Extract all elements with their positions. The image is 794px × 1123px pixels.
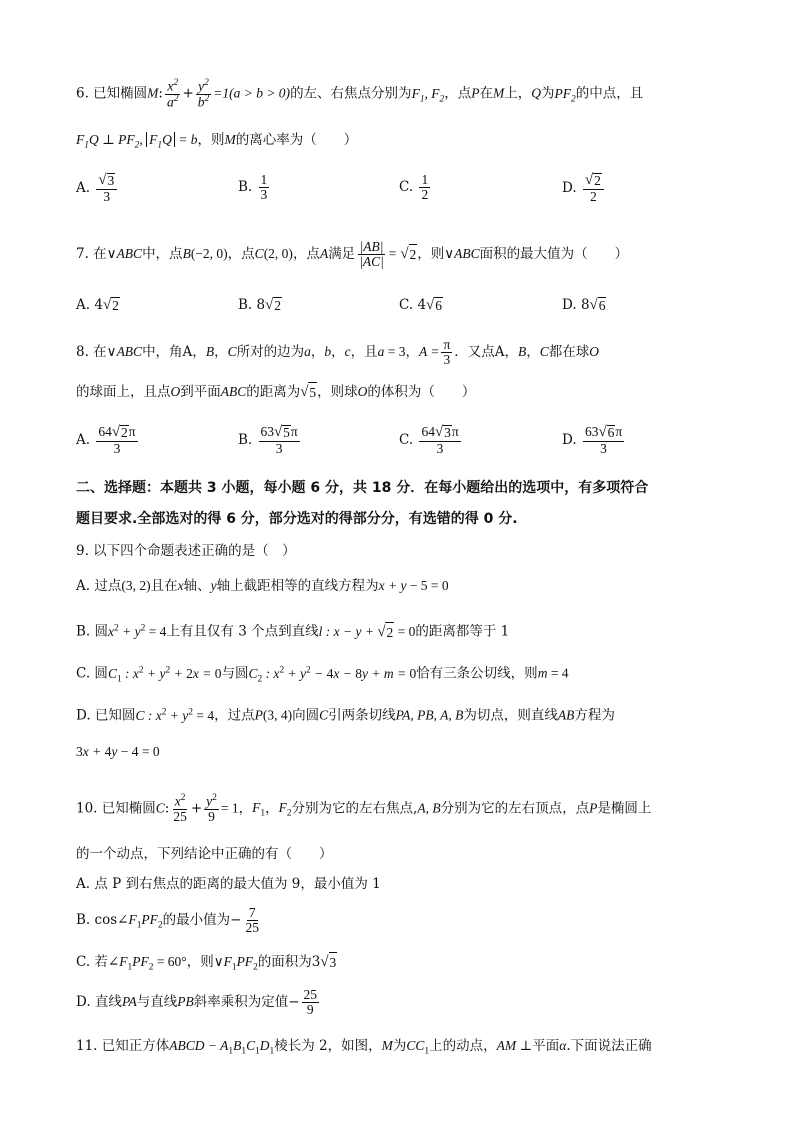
- q6-line1: 6. 已知椭圆M: $\frac{x^2}{a^2}$ + $\frac{y^2}{b^2}$ =1(a > b > 0)的左、右焦点分别为$F_1$, $F_2$，点P在M上，Q为$PF_2$的中点，且: [76, 78, 644, 110]
- q6-option-c[interactable]: C. $\frac{1}{2}$: [399, 172, 429, 203]
- q8-option-a[interactable]: A. 64 √ 2 π 3: [76, 424, 136, 456]
- q10-option-c[interactable]: C. 若$\angle F_1PF_2 = 60^\circ$，则$\vee F_1PF_2$的面积为3 √ 3: [76, 954, 337, 973]
- section2-heading-line2: 题目要求.全部选对的得 6 分，部分选对的得部分分，有选错的得 0 分.: [76, 511, 518, 527]
- q7-option-b[interactable]: B. 8 √ 2: [238, 297, 282, 313]
- q9-stem: 9. 以下四个命题表述正确的是（ ）: [76, 543, 296, 559]
- q8-line1: 8. 在∨ABC中，角A，B，C所对的边为a，b，c，且a = 3，A = $\frac{\pi}{3}$ ．又点A，B，C都在球O: [76, 337, 600, 368]
- q7-option-d[interactable]: D. 8 √ 6: [562, 297, 606, 313]
- q9-option-d[interactable]: D. 已知圆C : $x^2 + y^2 = 4$，过点P(3, 4)向圆C引两条切线PA, PB, A, B为切点，则直线AB方程为: [76, 707, 615, 724]
- q7-option-a[interactable]: A. 4 √ 2: [76, 297, 119, 313]
- q10-line1: 10. 已知椭圆C: $\frac{x^2}{25}$ + $\frac{y^2}{9}$ = 1，$F_1$，$F_2$分别为它的左右焦点,A, B分别为它的左右顶点，点P是椭圆上: [76, 793, 652, 824]
- q11-line1: 11. 已知正方体ABCD − $A_1B_1C_1D_1$棱长为 2，如图，M为$CC_1$上的动点，AM ⊥平面α.下面说法正确: [76, 1038, 652, 1057]
- q7-option-c[interactable]: C. 4 √ 6: [399, 297, 442, 313]
- q9-option-d-line2: 3x + 4y − 4 = 0: [76, 744, 160, 759]
- q10-option-b[interactable]: B. $\cos\angle F_1PF_2$的最小值为− $\frac{7}{25}$: [76, 905, 259, 936]
- q8-option-b[interactable]: B. 63 √ 5 π 3: [238, 424, 298, 456]
- q9-option-b[interactable]: B. 圆$x^2 + y^2 = 4$上有且仅有 3 个点到直线l : x − y + √ 2 = 0的距离都等于 1: [76, 618, 509, 643]
- q8-line2: 的球面上，且点O到平面ABC的距离为 √ 5 ，则球O的体积为（ ）: [76, 382, 475, 403]
- section2-heading-line1: 二、选择题：本题共 3 小题，每小题 6 分，共 18 分．在每小题给出的选项中，有多项符合: [76, 480, 649, 496]
- q7-line1: 7. 在∨ABC中，点B(−2, 0)，点C(2, 0)，点A满足 $\frac{|AB|}{|AC|}$ = √ 2 ，则∨ABC面积的最大值为（ ）: [76, 239, 629, 270]
- q6-option-b[interactable]: B. $\frac{1}{3}$: [238, 172, 268, 203]
- q10-line2: 的一个动点，下列结论中正确的有（ ）: [76, 846, 333, 862]
- q8-option-d[interactable]: D. 63 √ 6 π 3: [562, 424, 623, 456]
- q9-option-c[interactable]: C. 圆$C_1$ : $x^2 + y^2 + 2x = 0$与圆$C_2$ : $x^2 + y^2 - 4x - 8y + m = 0$恰有三条公切线，则m = 4: [76, 665, 569, 685]
- q10-option-a[interactable]: A. 点 P 到右焦点的距离的最大值为 9，最小值为 1: [76, 876, 381, 892]
- q9-option-a[interactable]: A. 过点(3, 2)且在x轴、y轴上截距相等的直线方程为x + y − 5 = 0: [76, 578, 449, 594]
- q8-option-c[interactable]: C. 64 √ 3 π 3: [399, 424, 459, 456]
- q6-line2: $F_1Q$ ⊥ $PF_2$, $F_1Q = b$，则M的离心率为（ ）: [76, 132, 358, 151]
- q6-option-a[interactable]: A. √ 3 3: [76, 173, 119, 204]
- q6-option-d[interactable]: D. √ 2 2: [562, 173, 606, 204]
- q10-option-d[interactable]: D. 直线PA与直线PB斜率乘积为定值− $\frac{25}{9}$: [76, 987, 318, 1018]
